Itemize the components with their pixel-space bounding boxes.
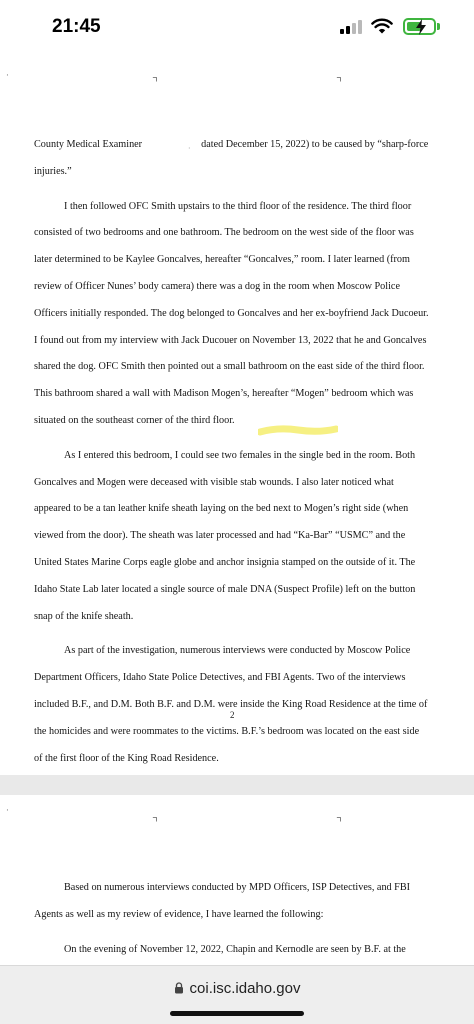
paragraph: County Medical Examiner dated December 15, 2022) to be caused by “sharp-force injuries.” — [34, 139, 429, 177]
document-page-2[interactable]: · ⌝ ⌝ Based on numerous interviews conducted by MPD Officers, ISP Detectives, and FBI Agents as well as my review of evidence, I have learned the following: On the evening of November 12, 2022, Chapin and Kernodle are seen by B.F. at the — [0, 795, 474, 965]
page-separator — [0, 775, 474, 795]
document-body — [34, 132, 446, 772]
page-number: 2 — [230, 710, 235, 720]
lock-icon — [174, 982, 184, 994]
status-time: 21:45 — [52, 16, 101, 37]
wifi-icon — [371, 17, 393, 35]
paragraph: As I entered this bedroom, I could see two females in the single bed in the room. Both Goncalves and Mogen were deceased with visible stab wounds. I also later noticed what appeared to be a tan leather knife sheath laying on the bed next to Mogen’s right side (when viewed from the door). The sheath was later processed and had “Ka-Bar” “USMC” and the United States Marine Corps eagle globe and anchor insignia stamped on the outside of it. The Idaho State Lab later located a single source of male DNA (Suspect Profile) left on the button snap of the knife sheath. — [34, 449, 416, 622]
url-domain[interactable]: coi.isc.idaho.gov — [189, 980, 301, 997]
paragraph: Based on numerous interviews conducted by MPD Officers, ISP Detectives, and FBI Agents as well as my review of evidence, I have learned the following: — [34, 882, 411, 920]
paragraph: I then followed OFC Smith upstairs to the third floor of the residence. The third floor consisted of two bedrooms and one bathroom. The bedroom on the west side of the floor was later determined to be Kaylee Goncalves, hereafter “Goncalves,” room. I later learned (from review of Officer Nunes’ body camera) there was a dog in the room when Moscow Police Officers initially responded. The dog belonged to Goncalves and her ex-boyfriend Jack Ducoeur. I found out from my interview with Jack Ducouer on November 13, 2022 that he and Goncalves shared the dog. OFC Smith then pointed out a small bathroom on the east side of the third floor. This bathroom shared a wall with Madison Mogen’s, hereafter “Mogen” bedroom which was situated on the southeast corner of the third floor. — [34, 200, 429, 426]
highlighter-mark — [258, 424, 338, 438]
paragraph: On the evening of November 12, 2022, Chapin and Kernodle are seen by B.F. at the — [64, 943, 406, 955]
battery-charging-icon — [403, 18, 436, 35]
home-indicator[interactable] — [170, 1011, 304, 1016]
document-page-1[interactable]: · ⌝ ⌝ · County Medical Examiner dated December 15, 2022) to be caused by “sharp-force injuries.” I then followed OFC Smith upstairs to the third floor of the residence. The third floor consisted of two bedrooms and one bathroom. The bedroom on the west side of the floor was later determined to be Kaylee Goncalves, hereafter “Goncalves,” room. I later learned (from review of Officer Nunes’ body camera) there was a dog in the room when Moscow Police Officers initially responded. The dog belonged to Goncalves and her ex-boyfriend Jack Ducoeur. I found out from my interview with Jack Ducouer on November 13, 2022 that he and Goncalves shared the dog. OFC Smith then pointed out a small bathroom on the east side of the third floor. This bathroom shared a wall with Madison Mogen’s, hereafter “Mogen” bedroom which was situated on the southeast corner of the third floor. As I entered this bedroom, I could see two females in the single bed in the room. Both Goncalves and Mogen were deceased with visible stab wounds. I also later noticed what appeared to be a tan leather knife sheath laying on the bed next to Mogen’s right side (when viewed from the door). The sheath was later processed and had “Ka-Bar” “USMC” and the United States Marine Corps eagle globe and anchor insignia stamped on the outside of it. The Idaho State Lab later located a single source of male DNA (Suspect Profile) left on the button snap of the knife sheath. As part of the investigation, numerous interviews were conducted by Moscow Police Department Officers, Idaho State Police Detectives, and FBI Agents. Two of the interviews included B.F., and D.M. Both B.F. and D.M. were inside the King Road Residence at the time of the homicides and were roommates to the victims. B.F.’s bedroom was located on the east side of the first floor of the King Road Residence. 2 — [0, 58, 474, 775]
signal-icon — [340, 20, 362, 34]
paragraph: As part of the investigation, numerous interviews were conducted by Moscow Police Department Officers, Idaho State Police Detectives, and FBI Agents. Two of the interviews included B.F., and D.M. Both B.F. and D.M. were inside the King Road Residence at the time of the homicides and were roommates to the victims. B.F.’s bedroom was located on the east side of the first floor of the King Road Residence. — [34, 645, 428, 764]
status-bar — [0, 0, 474, 58]
